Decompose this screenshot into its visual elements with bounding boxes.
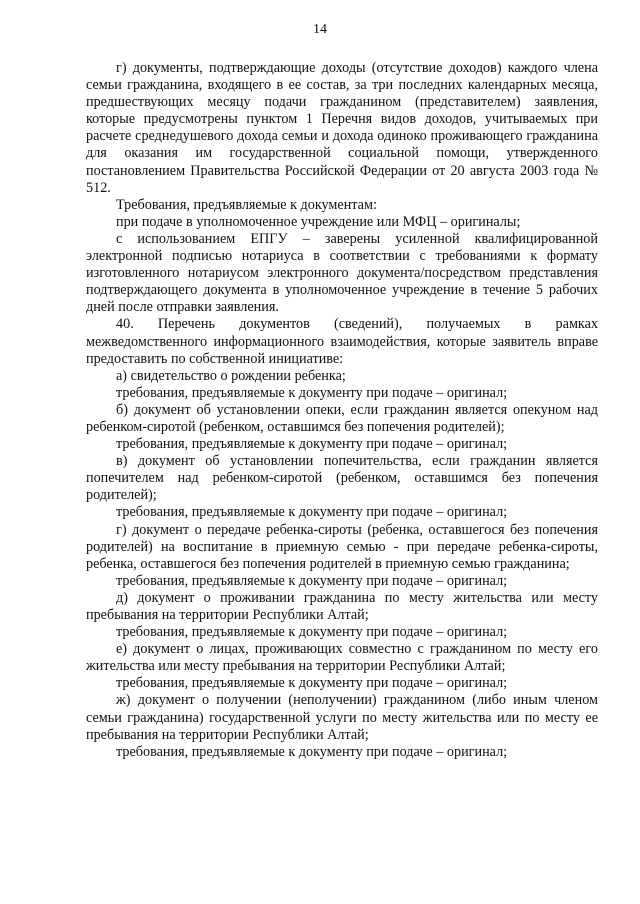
paragraph-requirement-original: требования, предъявляемые к документу при подаче – оригинал;: [116, 743, 508, 760]
paragraph-requirement-original: требования, предъявляемые к документу при подаче – оригинал;: [116, 572, 508, 589]
paragraph-foster-family: г) документ о передаче ребенка-сироты (ребенка, оставшегося без попечения родителей) на воспитание в приемную семью - при передаче ребенка-сироты, ребенка, оставшегося без попечения родителей в приемную семью гражданина;: [86, 521, 598, 572]
paragraph-guardianship: б) документ об установлении опеки, если гражданин является опекуном над ребенком-сиротой (ребенком, оставшимся без попечения родителей);: [86, 401, 598, 435]
paragraph-requirement-original: требования, предъявляемые к документу при подаче – оригинал;: [116, 384, 508, 401]
paragraph-trusteeship: в) документ об установлении попечительства, если гражданин является попечителем над ребенком-сиротой (ребенком, оставшимся без попечения родителей);: [86, 453, 598, 504]
page-number: 14: [313, 22, 327, 37]
paragraph-requirements-heading: Требования, предъявляемые к документам:: [116, 196, 377, 213]
paragraph-income-documents: г) документы, подтверждающие доходы (отсутствие доходов) каждого члена семьи гражданина, входящего в ее состав, за три последних календарных месяца, предшествующих месяцу подачи гражданином (представителем) заявления, которые предусмотрены пунктом 1 Перечня видов доходов, учитываемых при расчете среднедушевого дохода семьи и дохода одиноко проживающего гражданина для оказания им государственной социальной помощи, утвержденного постановлением Правительства Российской Федерации от 20 августа 2003 года № 512.: [86, 60, 598, 196]
paragraph-residence: д) документ о проживании гражданина по месту жительства или месту пребывания на территории Республики Алтай;: [86, 589, 598, 623]
paragraph-state-service: ж) документ о получении (неполучении) гражданином (либо иным членом семьи гражданина) государственной услуги по месту жительства или по месту ее пребывания на территории Республики Алтай;: [86, 692, 598, 743]
paragraph-epgu-signature: с использованием ЕПГУ – заверены усиленной квалифицированной электронной подписью нотариуса в соответствии с требованиями к формату изготовленного нотариусом электронного документа/посредством представления подтверждающего документа в уполномоченное учреждение в течение 5 рабочих дней после отправки заявления.: [86, 230, 598, 316]
document-body: [86, 60, 598, 761]
paragraph-cohabitants: е) документ о лицах, проживающих совместно с гражданином по месту его жительства или месту пребывания на территории Республики Алтай;: [86, 641, 598, 675]
paragraph-mfc-originals: при подаче в уполномоченное учреждение или МФЦ – оригиналы;: [116, 213, 521, 230]
paragraph-requirement-original: требования, предъявляемые к документу при подаче – оригинал;: [116, 436, 508, 453]
paragraph-item-40: 40. Перечень документов (сведений), получаемых в рамках межведомственного информационного взаимодействия, которые заявитель вправе предоставить по собственной инициативе:: [86, 316, 598, 367]
paragraph-requirement-original: требования, предъявляемые к документу при подаче – оригинал;: [116, 504, 508, 521]
paragraph-requirement-original: требования, предъявляемые к документу при подаче – оригинал;: [116, 675, 508, 692]
paragraph-requirement-original: требования, предъявляемые к документу при подаче – оригинал;: [116, 624, 508, 641]
paragraph-birth-certificate: а) свидетельство о рождении ребенка;: [116, 367, 346, 384]
